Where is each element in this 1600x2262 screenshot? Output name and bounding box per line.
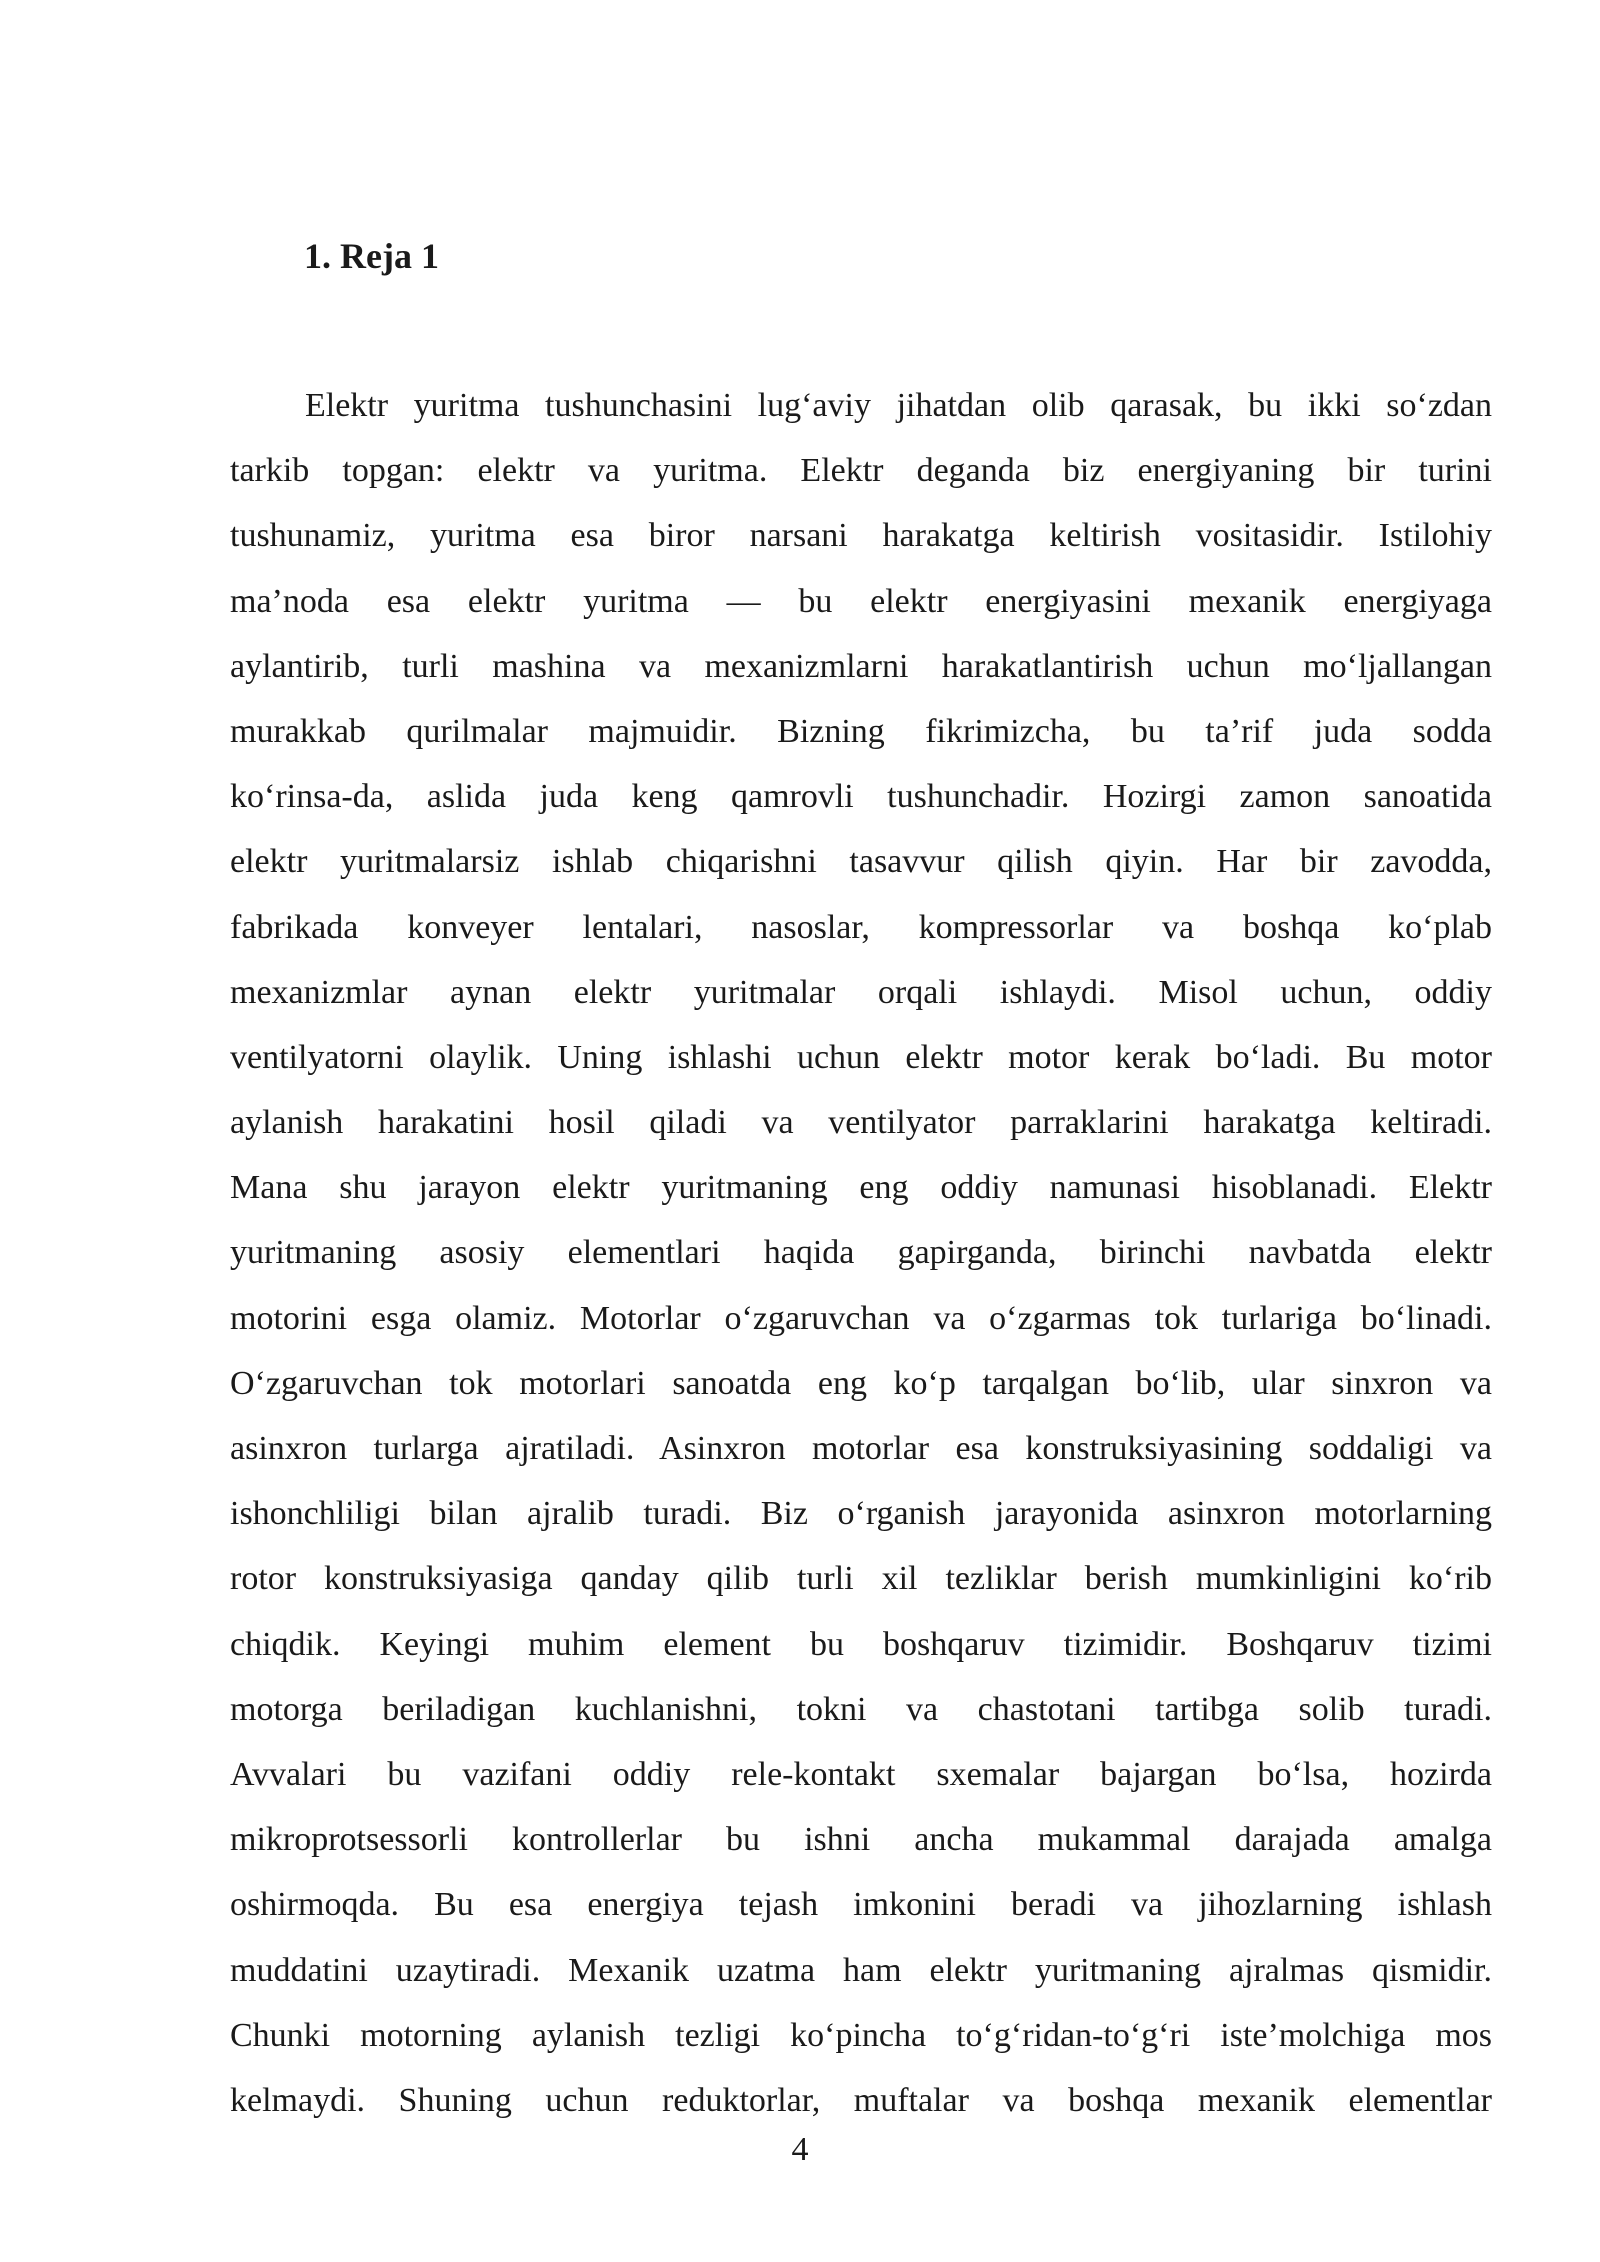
page-number: 4 [791,2131,809,2168]
paragraph-line: fabrikada konveyer lentalari, nasoslar, kompressorlar va boshqa ko‘plab [230,908,1492,946]
paragraph-line: tushunamiz, yuritma esa biror narsani harakatga keltirish vositasidir. Istilohiy [230,517,1492,555]
paragraph-line: O‘zgaruvchan tok motorlari sanoatda eng ko‘p tarqalgan bo‘lib, ular sinxron va [230,1364,1492,1402]
paragraph-line: murakkab qurilmalar majmuidir. Bizning fikrimizcha, bu ta’rif juda sodda [230,712,1492,750]
paragraph-line: aylanish harakatini hosil qiladi va ventilyator parraklarini harakatga keltiradi. [230,1104,1492,1142]
paragraph-line: Avvalari bu vazifani oddiy rele-kontakt sxemalar bajargan bo‘lsa, hozirda [230,1755,1492,1793]
paragraph-line: ma’noda esa elektr yuritma — bu elektr energiyasini mexanik energiyaga [230,582,1492,620]
paragraph-line: aylantirib, turli mashina va mexanizmlarni harakatlantirish uchun mo‘ljallangan [230,647,1492,685]
paragraph-line: Mana shu jarayon elektr yuritmaning eng oddiy namunasi hisoblanadi. Elektr [230,1169,1492,1207]
paragraph-line: muddatini uzaytiradi. Mexanik uzatma ham elektr yuritmaning ajralmas qismidir. [230,1951,1492,1989]
paragraph-line: chiqdik. Keyingi muhim element bu boshqaruv tizimidir. Boshqaruv tizimi [230,1625,1492,1663]
paragraph-line: ishonchliligi bilan ajralib turadi. Biz o‘rganish jarayonida asinxron motorlarning [230,1495,1492,1533]
paragraph-line: Elektr yuritma tushunchasini lug‘aviy jihatdan olib qarasak, bu ikki so‘zdan [305,387,1492,424]
paragraph-line: motorga beriladigan kuchlanishni, tokni va chastotani tartibga solib turadi. [230,1690,1492,1728]
paragraph-line: ventilyatorni olaylik. Uning ishlashi uchun elektr motor kerak bo‘ladi. Bu motor [230,1038,1492,1076]
paragraph-line: motorini esga olamiz. Motorlar o‘zgaruvchan va o‘zgarmas tok turlariga bo‘linadi. [230,1299,1492,1337]
paragraph-line: mexanizmlar aynan elektr yuritmalar orqali ishlaydi. Misol uchun, oddiy [230,973,1492,1011]
paragraph-line: yuritmaning asosiy elementlari haqida gapirganda, birinchi navbatda elektr [230,1234,1492,1272]
paragraph-line: kelmaydi. Shuning uchun reduktorlar, muftalar va boshqa mexanik elementlar [230,2081,1492,2119]
paragraph-line: rotor konstruksiyasiga qanday qilib turli xil tezliklar berish mumkinligini ko‘rib [230,1560,1492,1598]
paragraph-line: mikroprotsessorli kontrollerlar bu ishni ancha mukammal darajada amalga [230,1821,1492,1859]
paragraph-line: oshirmoqda. Bu esa energiya tejash imkonini beradi va jihozlarning ishlash [230,1886,1492,1924]
paragraph-line: ko‘rinsa-da, aslida juda keng qamrovli tushunchadir. Hozirgi zamon sanoatida [230,778,1492,816]
body-paragraph [230,373,1492,2133]
paragraph-line: Chunki motorning aylanish tezligi ko‘pincha to‘g‘ridan-to‘g‘ri iste’molchiga mos [230,2016,1492,2054]
paragraph-line: asinxron turlarga ajratiladi. Asinxron motorlar esa konstruksiyasining soddaligi va [230,1430,1492,1467]
paragraph-line: elektr yuritmalarsiz ishlab chiqarishni tasavvur qilish qiyin. Har bir zavodda, [230,843,1492,881]
paragraph-line: tarkib topgan: elektr va yuritma. Elektr deganda biz energiyaning bir turini [230,452,1492,490]
section-heading: 1. Reja 1 [304,236,439,276]
